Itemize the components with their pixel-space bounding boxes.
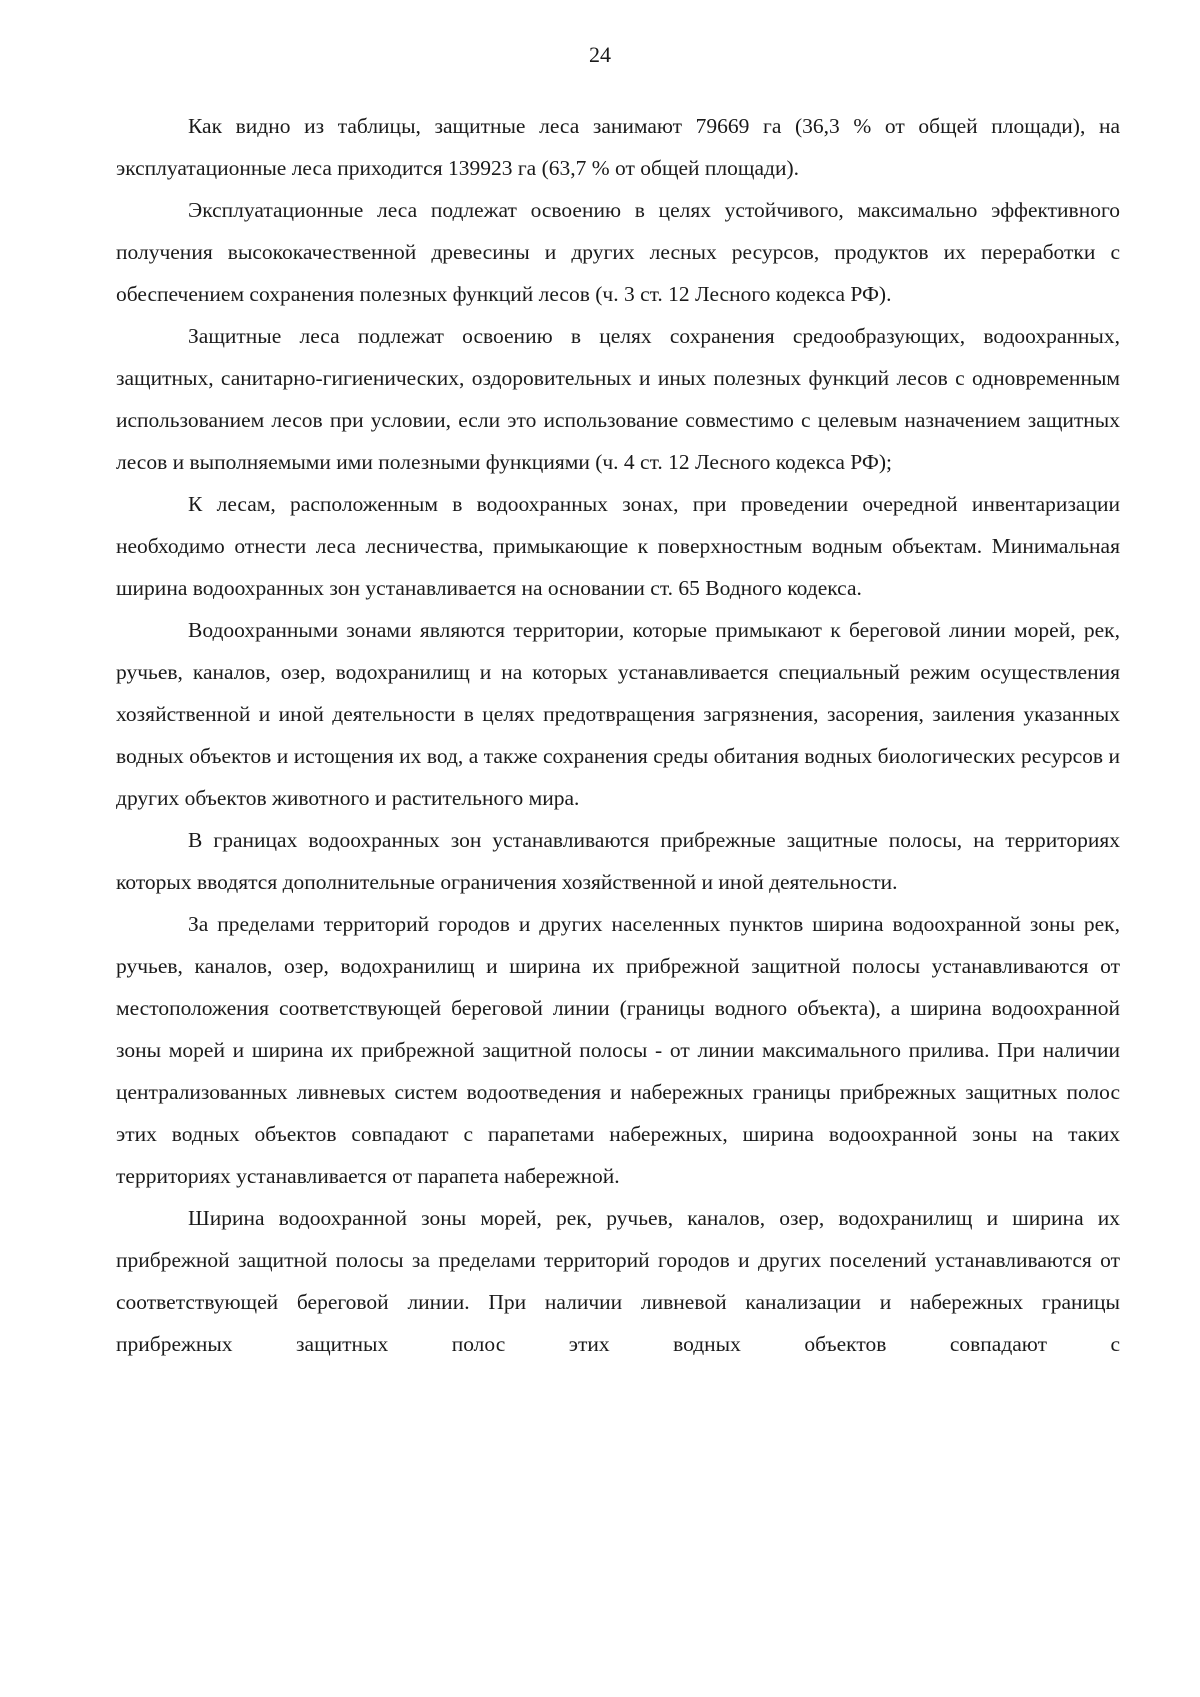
paragraph: За пределами территорий городов и других населенных пунктов ширина водоохранной зоны рек, ручьев, каналов, озер, водохранилищ и ширина их прибрежной защитной полосы устанавливаются от местоположения соответствующей береговой линии (границы водного объекта), а ширина водоохранной зоны морей и ширина их прибрежной защитной полосы - от линии максимального прилива. При наличии централизованных ливневых систем водоотведения и набережных границы прибрежных защитных полос этих водных объектов совпадают с парапетами набережных, ширина водоохранной зоны на таких территориях устанавливается от парапета набережной. [116,912,1120,1188]
paragraph: К лесам, расположенным в водоохранных зонах, при проведении очередной инвентаризации необходимо отнести леса лесничества, примыкающие к поверхностным водным объектам. Минимальная ширина водоохранных зон устанавливается на основании ст. 65 Водного кодекса. [116,492,1120,600]
body-text [116,105,1120,1365]
paragraph: В границах водоохранных зон устанавливаются прибрежные защитные полосы, на территориях которых вводятся дополнительные ограничения хозяйственной и иной деятельности. [116,828,1120,894]
paragraph: Как видно из таблицы, защитные леса занимают 79669 га (36,3 % от общей площади), на эксплуатационные леса приходится 139923 га (63,7 % от общей площади). [116,114,1120,180]
paragraph: Эксплуатационные леса подлежат освоению в целях устойчивого, максимально эффективного получения высококачественной древесины и других лесных ресурсов, продуктов их переработки с обеспечением сохранения полезных функций лесов (ч. 3 ст. 12 Лесного кодекса РФ). [116,198,1120,306]
paragraph: Водоохранными зонами являются территории, которые примыкают к береговой линии морей, рек, ручьев, каналов, озер, водохранилищ и на которых устанавливается специальный режим осуществления хозяйственной и иной деятельности в целях предотвращения загрязнения, засорения, заиления указанных водных объектов и истощения их вод, а также сохранения среды обитания водных биологических ресурсов и других объектов животного и растительного мира. [116,618,1120,810]
paragraph-continued: Ширина водоохранной зоны морей, рек, ручьев, каналов, озер, водохранилищ и ширина их прибрежной защитной полосы за пределами территорий городов и других поселений устанавливаются от соответствующей береговой линии. При наличии ливневой канализации и набережных границы прибрежных защитных полос этих водных объектов совпадают с [116,1206,1120,1356]
paragraph: Защитные леса подлежат освоению в целях сохранения средообразующих, водоохранных, защитных, санитарно-гигиенических, оздоровительных и иных полезных функций лесов с одновременным использованием лесов при условии, если это использование совместимо с целевым назначением защитных лесов и выполняемыми ими полезными функциями (ч. 4 ст. 12 Лесного кодекса РФ); [116,324,1120,474]
page-number: 24 [589,42,611,67]
